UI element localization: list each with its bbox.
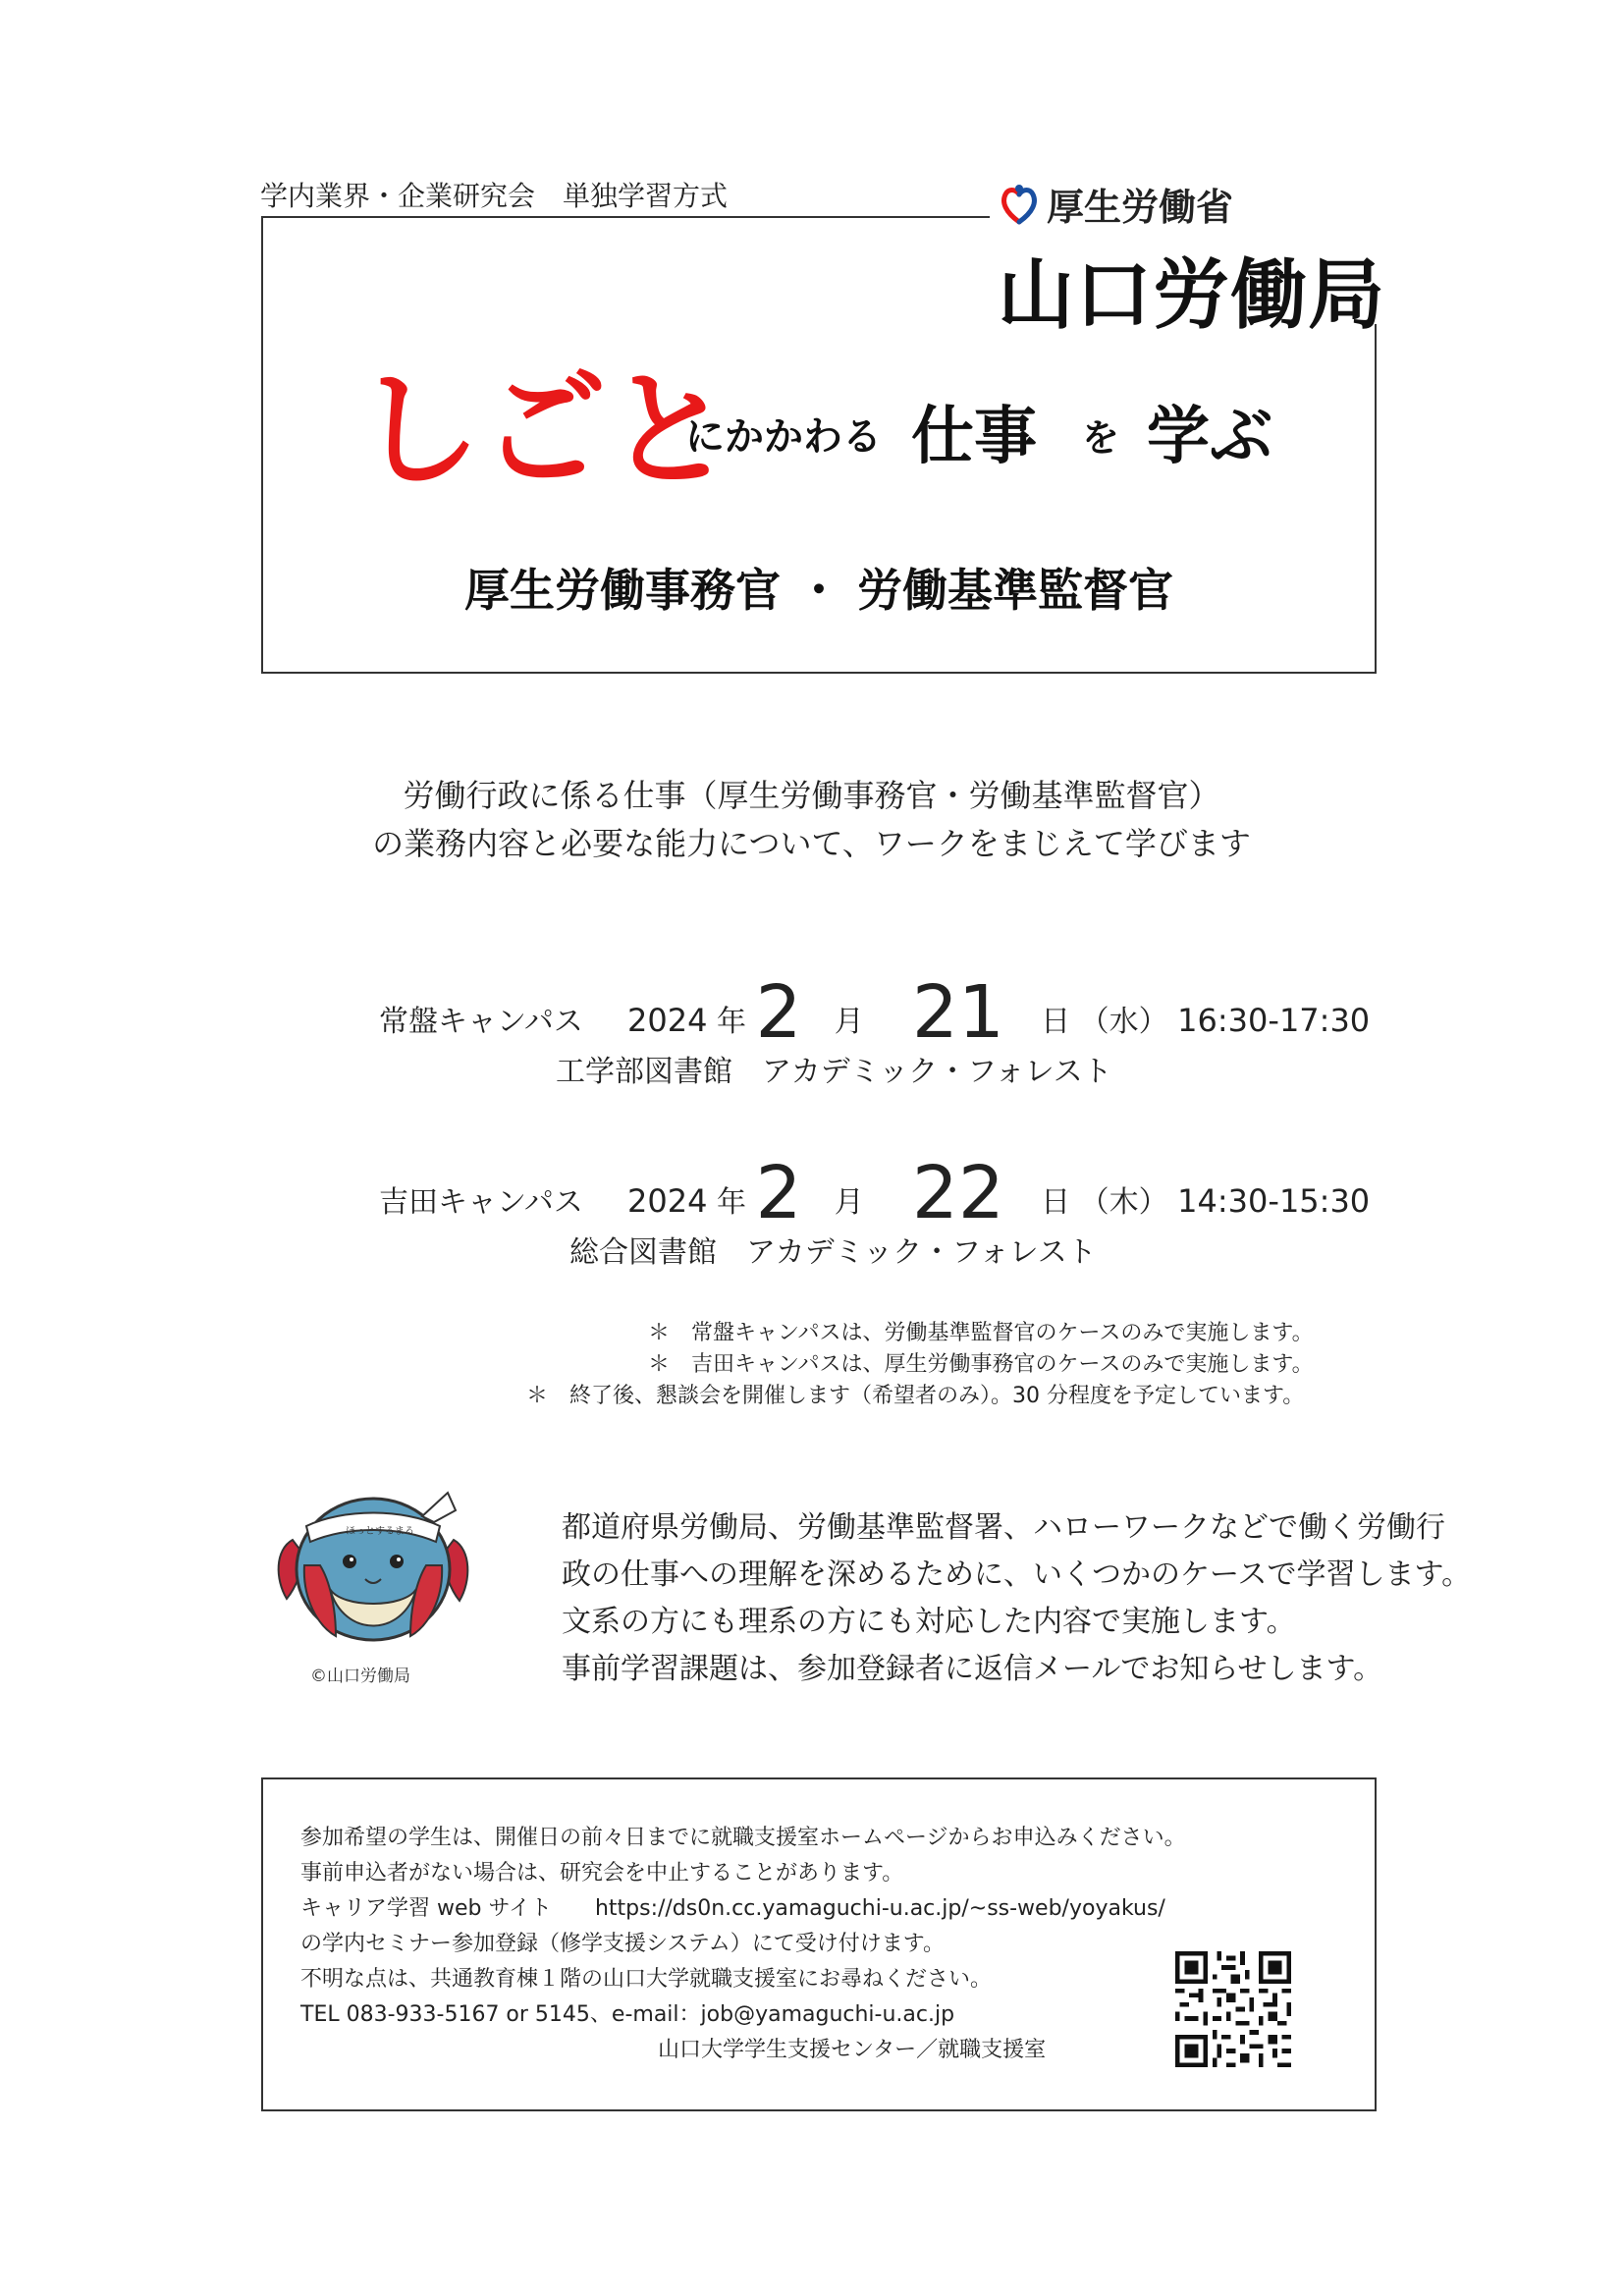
info-line-1: 参加希望の学生は、開催日の前々日までに就職支援室ホームページからお申込みください。 <box>300 1826 1186 1850</box>
event-1-venue: 工学部図書館 アカデミック・フォレスト <box>556 1055 1112 1089</box>
event-weekday: （水） <box>1079 1005 1168 1039</box>
header-tagline: 学内業界・企業研究会 単独学習方式 <box>260 180 729 212</box>
event-campus: 吉田キャンパス <box>379 1185 583 1220</box>
event-day-unit: 日 <box>1041 1185 1071 1220</box>
qr-code-icon[interactable] <box>1175 1951 1291 2067</box>
note-1: ＊ 常盤キャンパスは、労働基準監督官のケースのみで実施します。 <box>648 1321 1314 1345</box>
title-part2: 仕事 <box>911 401 1037 473</box>
event-month: 2 <box>755 970 802 1055</box>
event-month-unit: 月 <box>834 1185 864 1220</box>
title-part4: 学ぶ <box>1147 401 1272 473</box>
event-weekday: （木） <box>1079 1185 1168 1220</box>
description-line-1: 都道府県労働局、労働基準監督署、ハローワークなどで働く労働行 <box>562 1510 1445 1545</box>
subtitle: 厚生労働事務官 ・ 労働基準監督官 <box>463 564 1174 617</box>
description-line-4: 事前学習課題は、参加登録者に返信メールでお知らせします。 <box>562 1652 1383 1686</box>
mascot-credit: ©山口労働局 <box>310 1667 410 1686</box>
event-2-date <box>379 1151 1370 1235</box>
event-time: 14:30-15:30 <box>1177 1182 1371 1220</box>
event-year: 2024 <box>627 1182 708 1220</box>
career-site-label: キャリア学習 web サイト <box>300 1896 552 1921</box>
title-part3: を <box>1082 416 1120 460</box>
mascot-illustration <box>275 1471 471 1658</box>
info-line-5: 不明な点は、共通教育棟１階の山口大学就職支援室にお尋ねください。 <box>300 1967 993 1992</box>
event-campus: 常盤キャンパス <box>379 1005 583 1039</box>
note-2: ＊ 吉田キャンパスは、厚生労働事務官のケースのみで実施します。 <box>648 1352 1314 1377</box>
ministry-logo <box>990 167 1386 340</box>
title-red-word: しごと <box>355 357 733 504</box>
intro-line-1: 労働行政に係る仕事（厚生労働事務官・労働基準監督官） <box>403 777 1220 814</box>
logo-ministry-text: 厚生労働省 <box>1047 186 1234 229</box>
info-line-4: の学内セミナー参加登録（修学支援システム）にて受け付けます。 <box>300 1932 946 1956</box>
mascot-headband-text: ほっとするまる <box>346 1526 414 1537</box>
title-part1: にかかわる <box>685 414 882 460</box>
event-month: 2 <box>755 1151 802 1235</box>
event-day-unit: 日 <box>1041 1005 1071 1039</box>
event-year-unit: 年 <box>716 1005 746 1039</box>
event-month-unit: 月 <box>834 1005 864 1039</box>
event-year: 2024 <box>627 1002 708 1039</box>
event-year-unit: 年 <box>716 1185 746 1220</box>
event-day: 22 <box>911 1151 1004 1235</box>
event-time: 16:30-17:30 <box>1177 1002 1371 1039</box>
ministry-emblem-icon <box>1000 183 1039 226</box>
description-line-2: 政の仕事への理解を深めるために、いくつかのケースで学習します。 <box>562 1558 1472 1592</box>
info-line-6: TEL 083-933-5167 or 5145、e-mail：job@yamaguchi-u.ac.jp <box>300 2002 955 2027</box>
event-2-venue: 総合図書館 アカデミック・フォレスト <box>569 1235 1097 1270</box>
event-1-date <box>379 970 1370 1055</box>
intro-line-2: の業務内容と必要な能力について、ワークをまじえて学びます <box>372 825 1251 862</box>
info-line-7: 山口大学学生支援センター／就職支援室 <box>658 2038 1047 2062</box>
info-line-3 <box>300 1891 1165 1922</box>
main-title <box>261 329 1377 504</box>
description-line-3: 文系の方にも理系の方にも対応した内容で実施します。 <box>562 1605 1296 1639</box>
event-day: 21 <box>911 970 1004 1055</box>
note-3: ＊ 終了後、懇談会を開催します（希望者のみ）。30 分程度を予定しています。 <box>526 1384 1305 1408</box>
logo-office-text: 山口労働局 <box>998 251 1386 340</box>
info-line-2: 事前申込者がない場合は、研究会を中止することがあります。 <box>300 1861 904 1886</box>
career-site-url[interactable]: https://ds0n.cc.yamaguchi-u.ac.jp/~ss-web/yoyakus/ <box>594 1896 1165 1921</box>
